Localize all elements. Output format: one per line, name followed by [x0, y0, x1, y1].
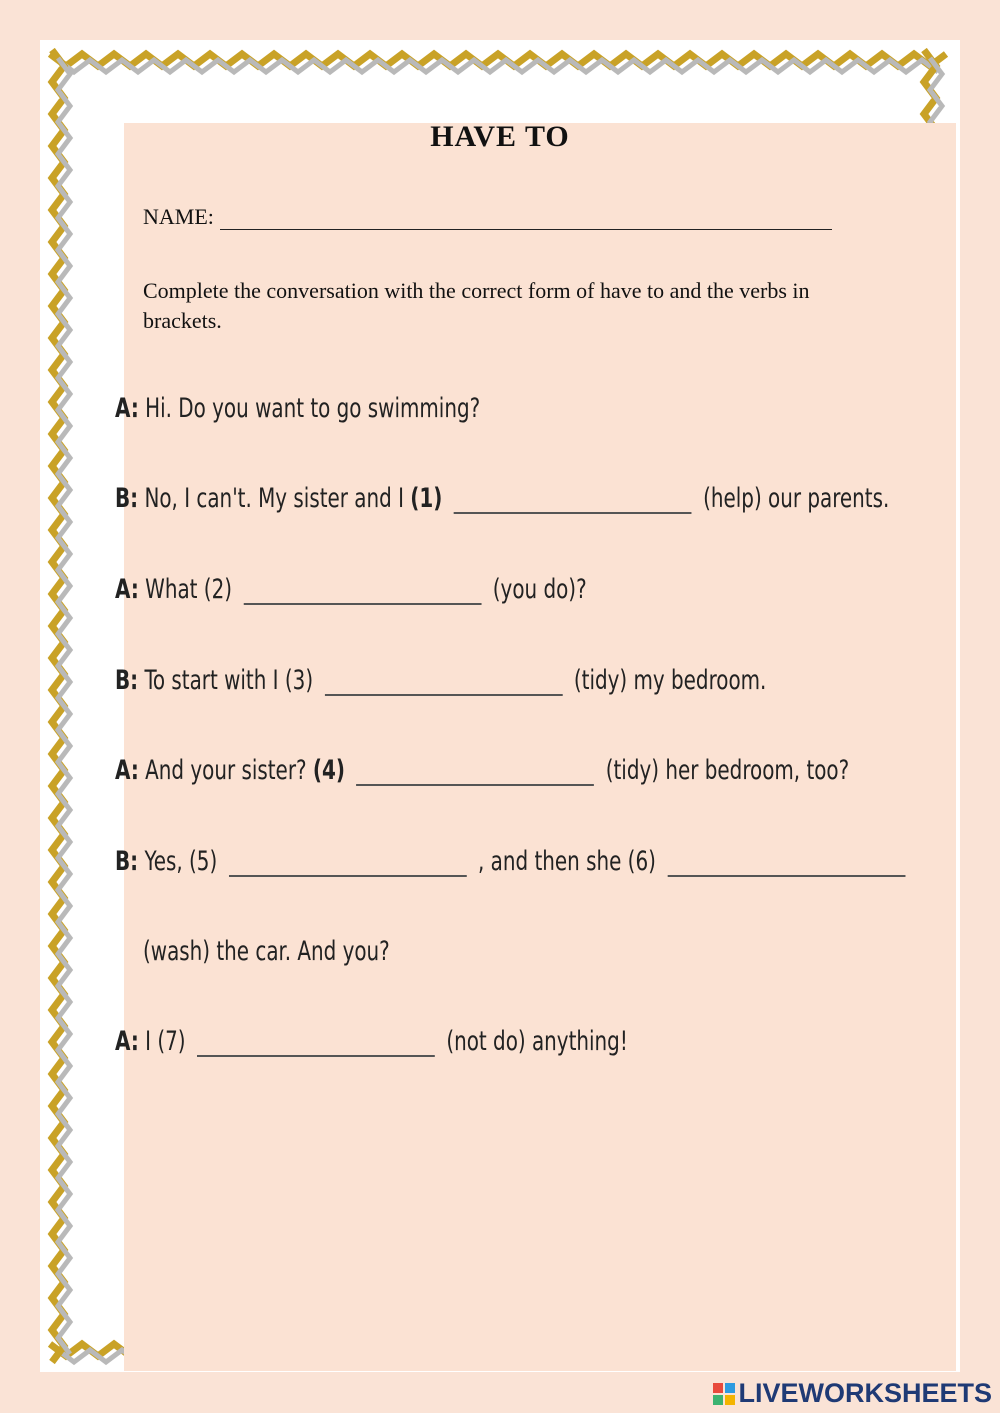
answer-blank-7[interactable]	[197, 1029, 435, 1057]
dialogue-text: Yes,	[144, 846, 183, 877]
speaker-label: A:	[115, 393, 139, 424]
answer-blank-2[interactable]	[244, 577, 482, 605]
liveworksheets-logo[interactable]	[713, 1378, 992, 1409]
blank-number: (3)	[284, 665, 314, 696]
logo-text: LIVEWORKSHEETS	[738, 1378, 992, 1408]
blank-number: (5)	[189, 846, 218, 877]
dialogue-text: To start with I	[144, 665, 279, 696]
speaker-label: B:	[115, 483, 139, 514]
name-label: NAME:	[143, 204, 214, 229]
speaker-label: B:	[115, 846, 139, 877]
dialogue-line-continuation	[143, 936, 390, 967]
instructions-text: Complete the conversation with the correct form of have to and the verbs in brackets.	[143, 278, 810, 333]
worksheet-title: HAVE TO	[430, 120, 570, 153]
speaker-label: A:	[115, 1026, 139, 1057]
dialogue-line-2	[115, 483, 889, 514]
dialogue-line-3	[115, 574, 587, 605]
speaker-label: A:	[115, 755, 139, 786]
dialogue-text: No, I can't. My sister and I	[144, 483, 404, 514]
dialogue-text: And your sister?	[145, 755, 307, 786]
blank-number: (1)	[410, 483, 443, 514]
dialogue-text: I	[145, 1026, 152, 1057]
dialogue-line-4	[115, 665, 766, 696]
verb-hint: (you do)?	[492, 574, 587, 605]
verb-hint: (tidy) my bedroom.	[573, 665, 767, 696]
dialogue-line-7	[115, 1026, 628, 1057]
answer-blank-3[interactable]	[325, 668, 563, 696]
dialogue-text: What	[145, 574, 198, 605]
speaker-label: A:	[115, 574, 139, 605]
liveworksheets-logo-icon	[713, 1383, 735, 1405]
speaker-label: B:	[115, 665, 139, 696]
verb-hint: (wash) the car. And you?	[143, 936, 390, 967]
answer-blank-1[interactable]	[454, 486, 692, 514]
verb-hint: (help) our parents.	[703, 483, 890, 514]
answer-blank-4[interactable]	[356, 758, 594, 786]
blank-number: (6)	[627, 846, 656, 877]
name-input-line[interactable]	[220, 207, 832, 230]
dialogue-line-6	[115, 846, 917, 877]
blank-number: (2)	[203, 574, 233, 605]
dialogue-line-5	[115, 755, 849, 786]
worksheet-sheet	[40, 40, 960, 1372]
verb-hint: (tidy) her bedroom, too?	[605, 755, 850, 786]
name-row	[143, 204, 832, 230]
answer-blank-5[interactable]	[229, 849, 467, 877]
dialogue-line-1	[115, 393, 480, 424]
dialogue-text: , and then she	[477, 846, 622, 877]
verb-hint: (not do) anything!	[446, 1026, 628, 1057]
blank-number: (7)	[157, 1026, 186, 1057]
dialogue-text: Hi. Do you want to go swimming?	[145, 393, 481, 424]
blank-number: (4)	[312, 755, 345, 786]
answer-blank-6[interactable]	[667, 849, 905, 877]
